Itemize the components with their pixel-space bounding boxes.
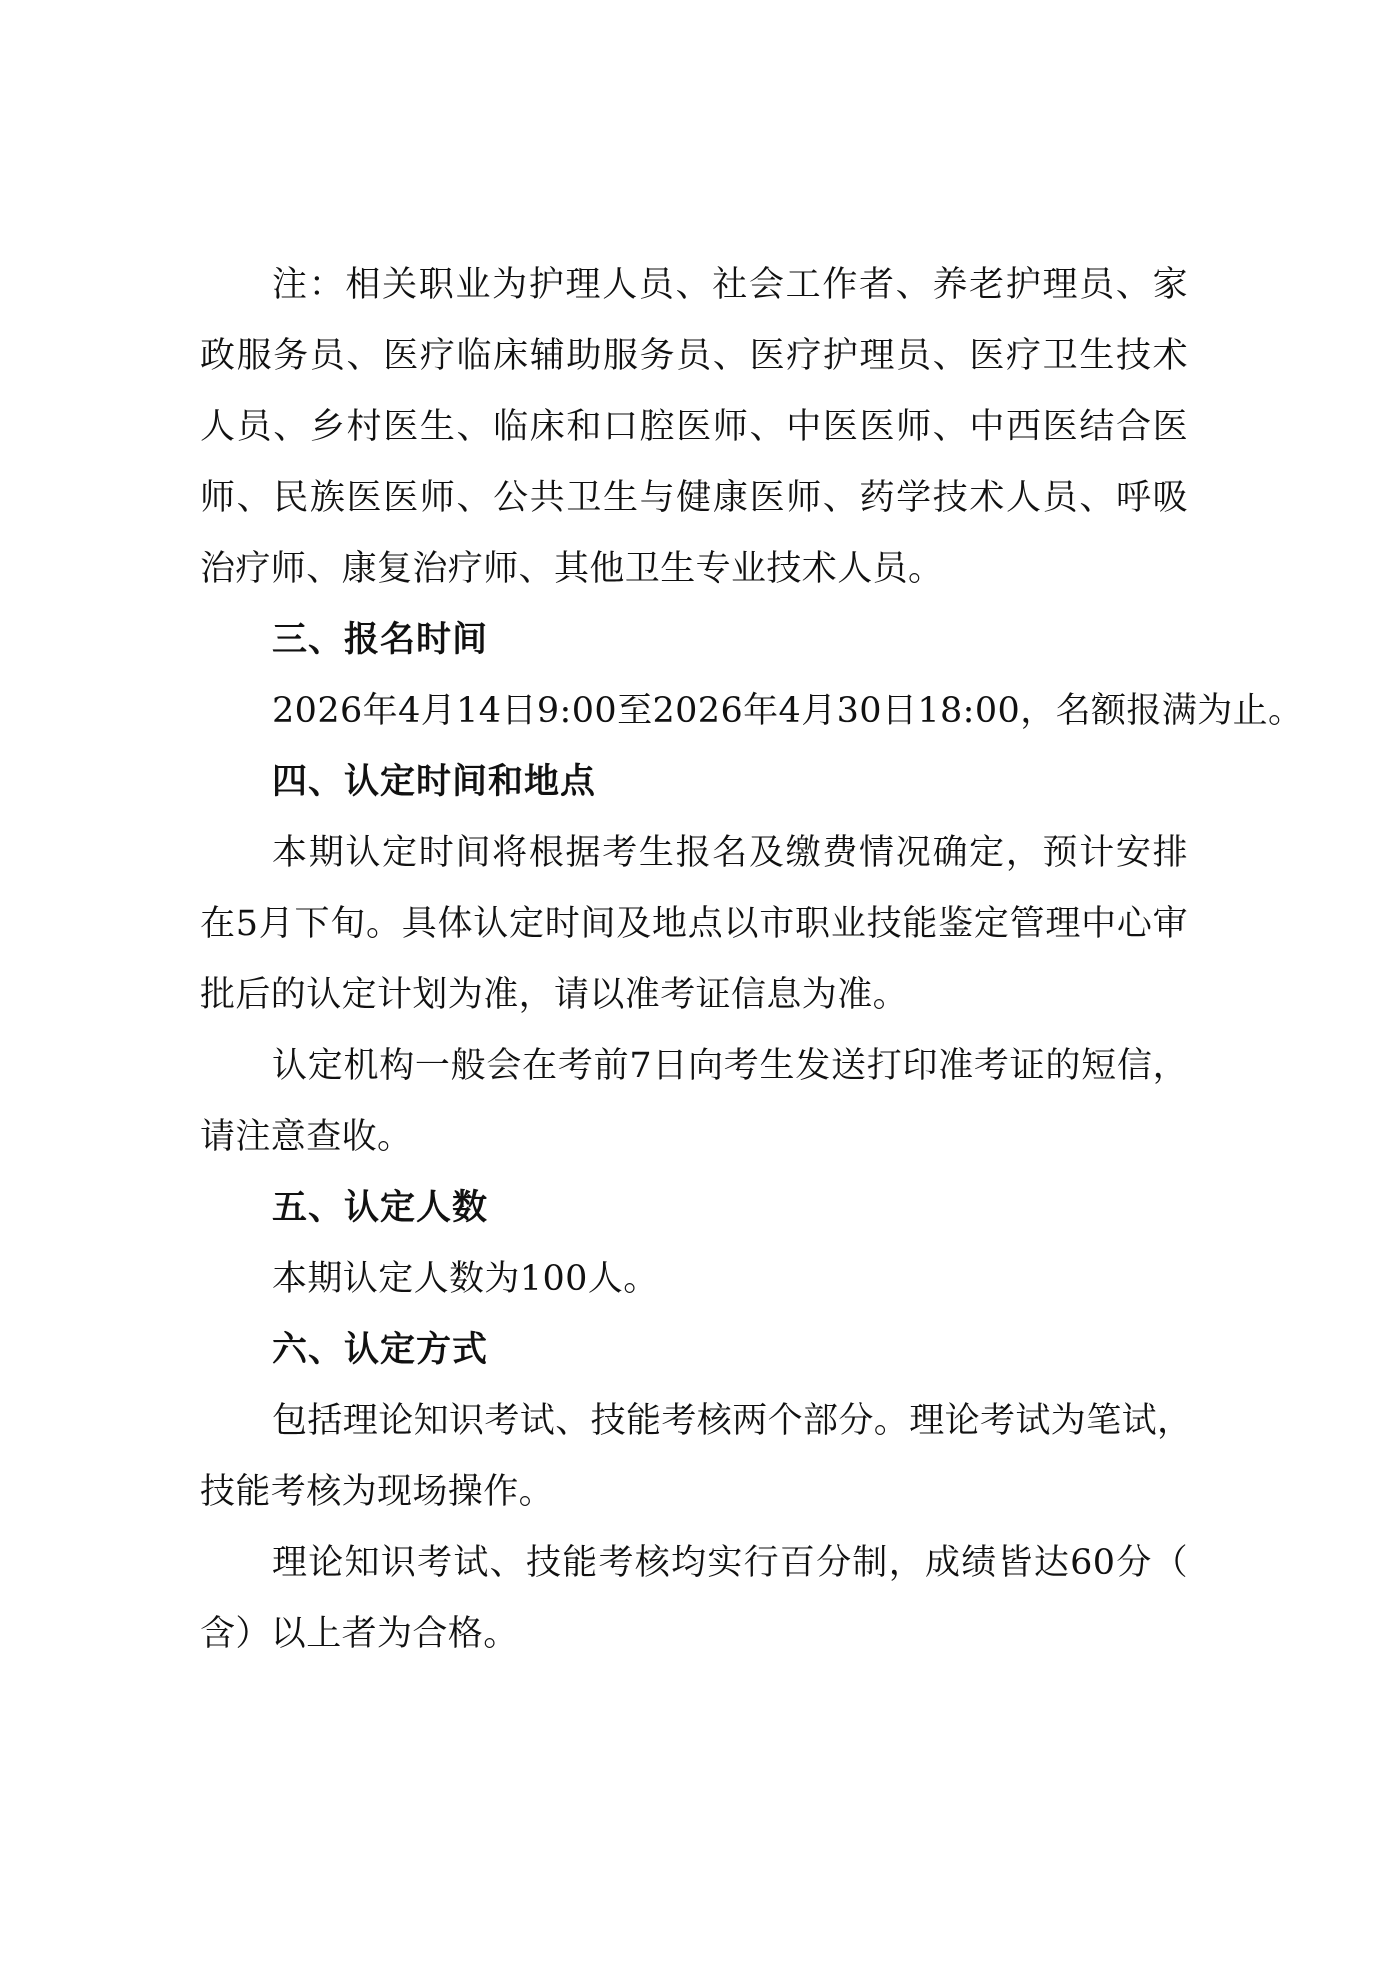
paragraph-line: 师、民族医医师、公共卫生与健康医师、药学技术人员、呼吸 xyxy=(200,478,1188,518)
section-heading: 三、报名时间 xyxy=(272,620,489,660)
paragraph-line: 治疗师、康复治疗师、其他卫生专业技术人员。 xyxy=(200,549,944,589)
admission-ticket-paragraph xyxy=(200,1031,1188,1173)
note-paragraph xyxy=(200,250,1188,605)
paragraph-line: 包括理论知识考试、技能考核两个部分。理论考试为笔试， xyxy=(272,1401,1193,1441)
paragraph-line: 人员、乡村医生、临床和口腔医师、中医医师、中西医结合医 xyxy=(200,407,1188,447)
paragraph-line: 本期认定时间将根据考生报名及缴费情况确定，预计安排 xyxy=(272,833,1188,873)
document-body xyxy=(200,250,1304,1670)
assessment-method-paragraph xyxy=(200,1386,1193,1528)
registration-time-paragraph xyxy=(200,676,1304,747)
paragraph-line: 本期认定人数为100人。 xyxy=(272,1259,659,1299)
assessment-time-paragraph xyxy=(200,818,1188,1031)
section-heading: 五、认定人数 xyxy=(272,1188,489,1228)
paragraph-line: 政服务员、医疗临床辅助服务员、医疗护理员、医疗卫生技术 xyxy=(200,336,1188,376)
scoring-paragraph xyxy=(200,1528,1188,1670)
paragraph-line: 请注意查收。 xyxy=(200,1117,413,1157)
section-heading: 四、认定时间和地点 xyxy=(272,762,597,802)
paragraph-line: 批后的认定计划为准，请以准考证信息为准。 xyxy=(200,975,909,1015)
paragraph-line: 在5月下旬。具体认定时间及地点以市职业技能鉴定管理中心审 xyxy=(200,904,1188,944)
paragraph-line: 注：相关职业为护理人员、社会工作者、养老护理员、家 xyxy=(272,265,1188,305)
paragraph-line: 含）以上者为合格。 xyxy=(200,1614,519,1654)
paragraph-line: 2026年4月14日9:00至2026年4月30日18:00，名额报满为止。 xyxy=(272,691,1304,731)
section-heading: 六、认定方式 xyxy=(272,1330,489,1370)
paragraph-line: 理论知识考试、技能考核均实行百分制，成绩皆达60分（ xyxy=(272,1543,1188,1583)
paragraph-line: 技能考核为现场操作。 xyxy=(200,1472,555,1512)
paragraph-line: 认定机构一般会在考前7日向考生发送打印准考证的短信， xyxy=(272,1046,1188,1086)
headcount-paragraph xyxy=(200,1244,1188,1315)
